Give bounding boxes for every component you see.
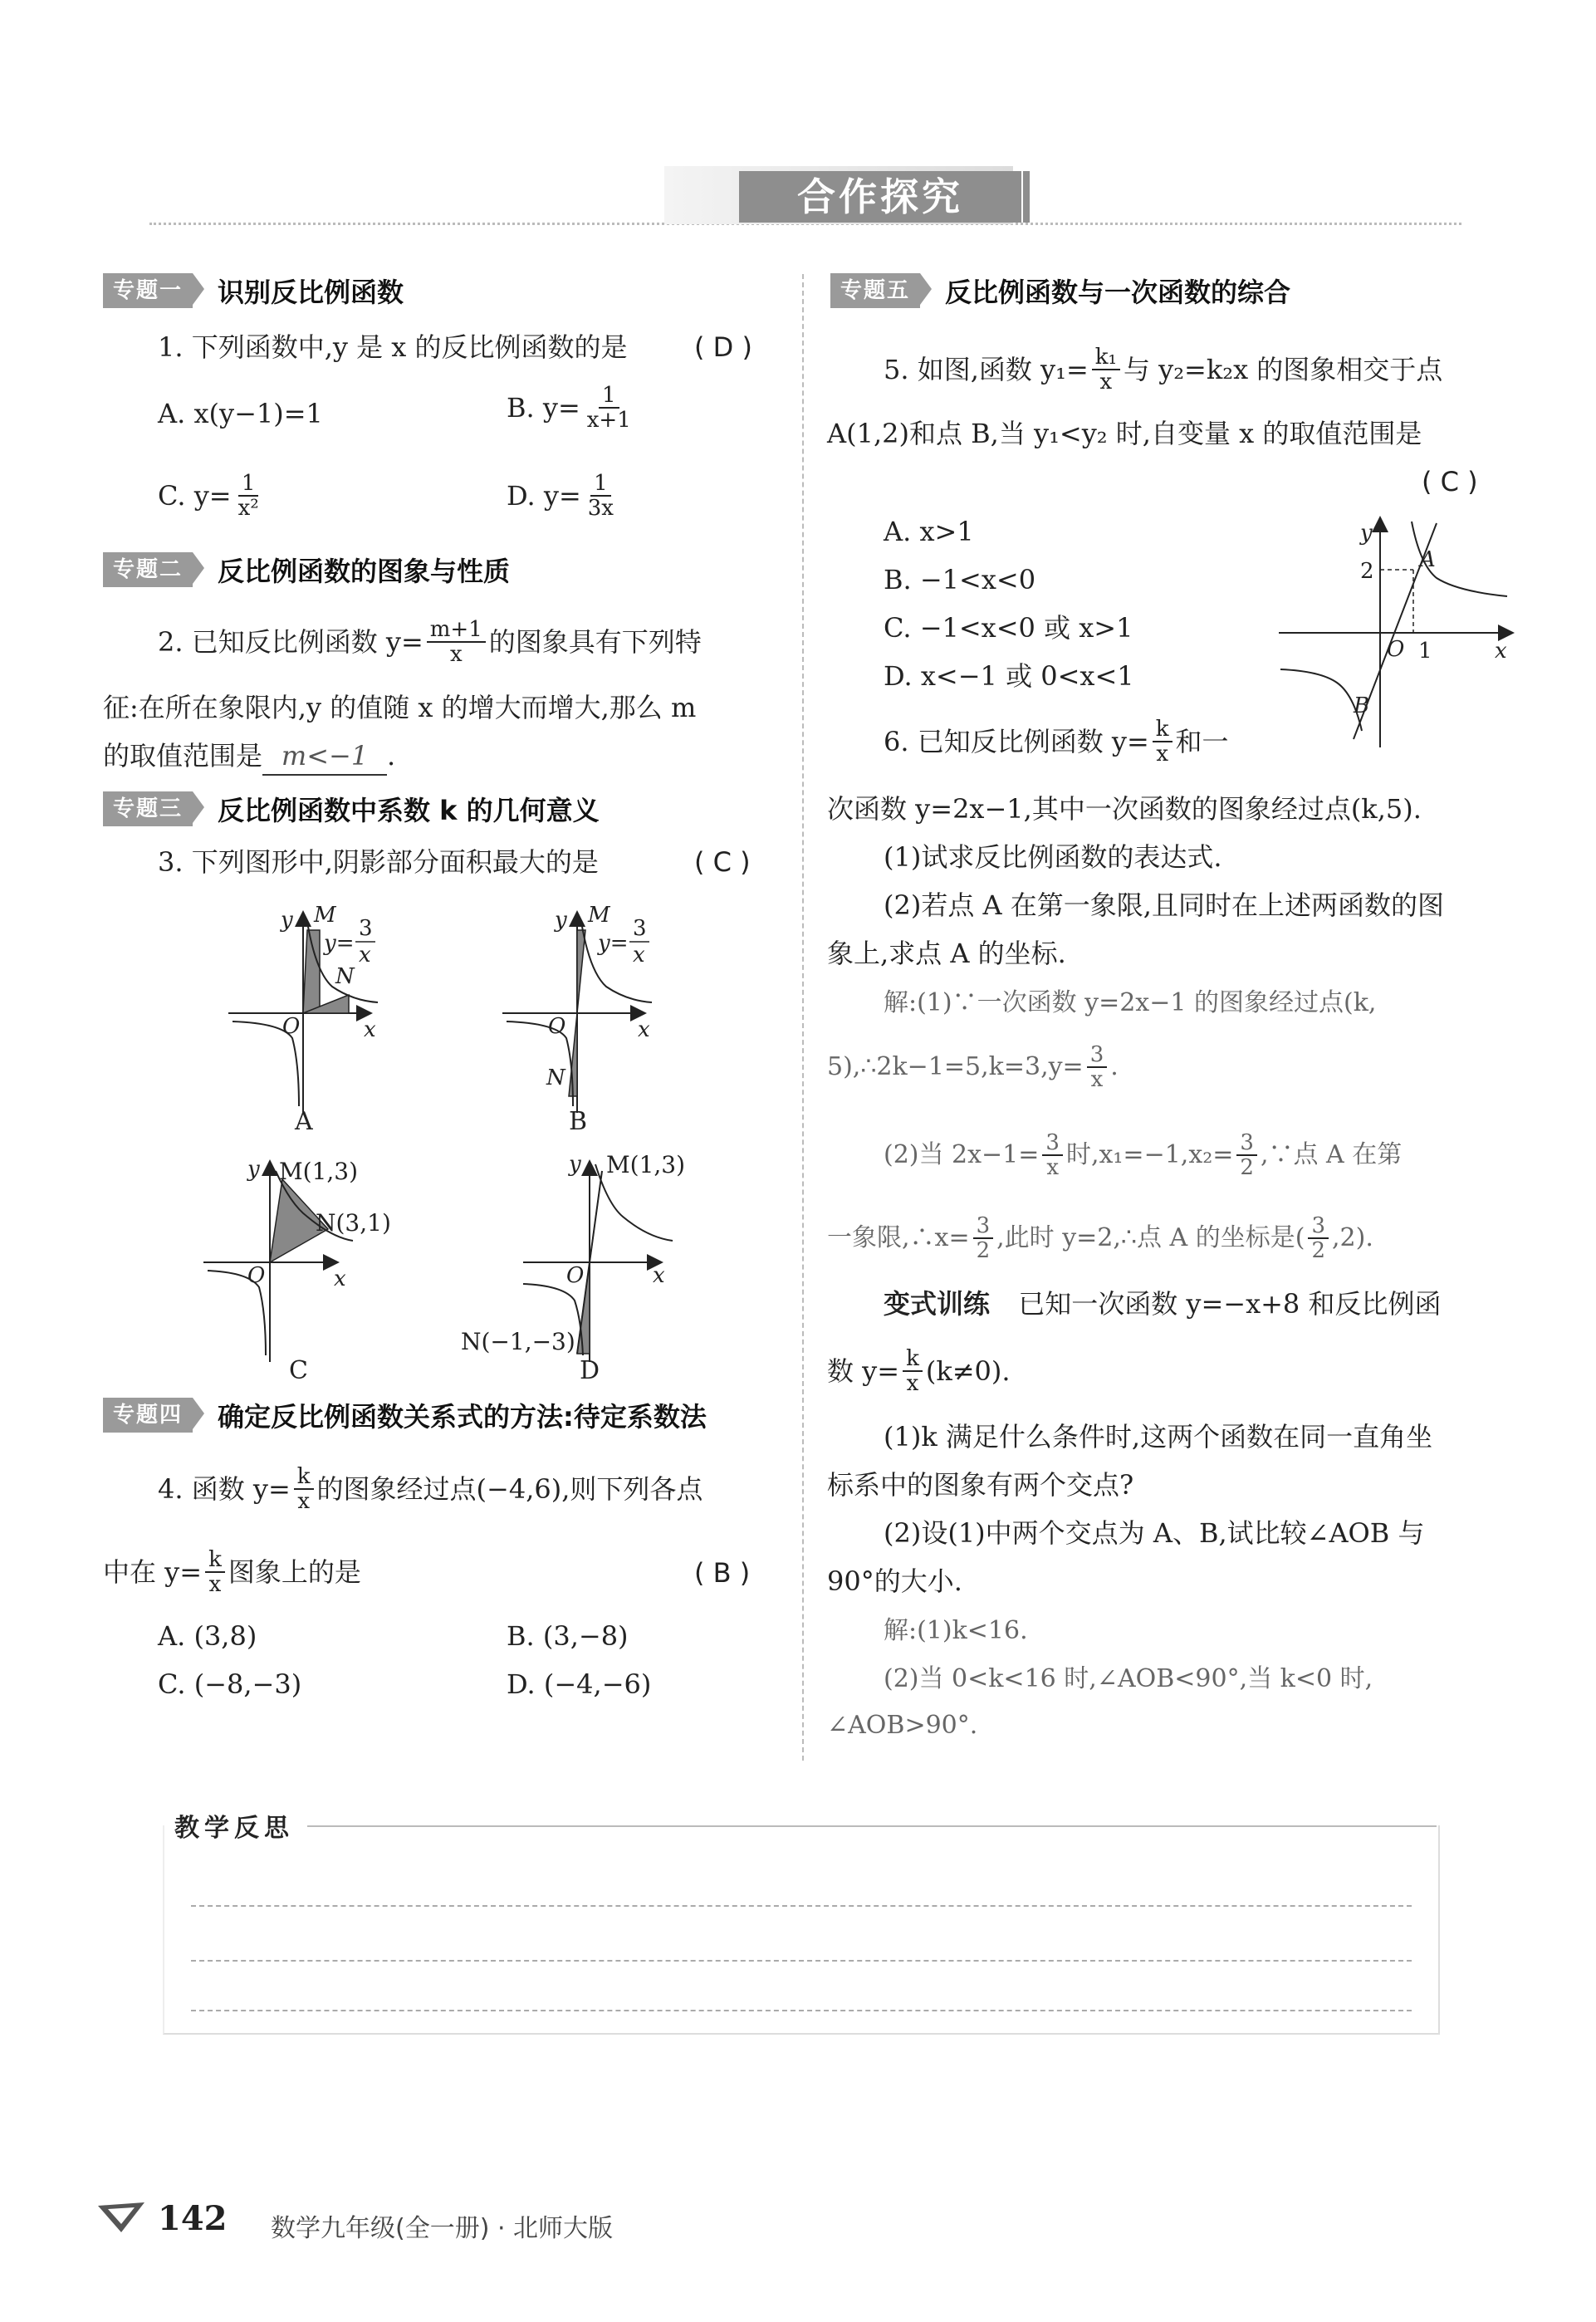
option-b-prefix: B. y= bbox=[507, 392, 580, 424]
q4-option-c: C. (−8,−3) bbox=[158, 1668, 302, 1700]
q2-line3-suffix: . bbox=[387, 740, 396, 772]
fig-d-y: y bbox=[569, 1152, 581, 1177]
q3-stem: 3. 下列图形中,阴影部分面积最大的是 bbox=[158, 846, 599, 878]
graph-x: x bbox=[1495, 639, 1507, 664]
fig-c-n: N(3,1) bbox=[316, 1209, 391, 1237]
denominator: 3x bbox=[587, 496, 614, 521]
numerator: 3 bbox=[1308, 1214, 1329, 1239]
fig-c-o: O bbox=[247, 1263, 266, 1288]
fig-a-x-den: x bbox=[359, 943, 371, 968]
q6-solution-2a-text: (2)当 2x−1= bbox=[884, 1140, 1040, 1169]
fig-a-o: O bbox=[282, 1014, 301, 1039]
numerator: k₁ bbox=[1092, 345, 1120, 370]
q5-prefix: 5. 如图,函数 y₁= bbox=[884, 354, 1089, 385]
q4-line1 bbox=[158, 1465, 703, 1513]
q1-option-b bbox=[507, 384, 638, 432]
q4-line2-suffix: 图象上的是 bbox=[228, 1556, 361, 1588]
fig-b-m: M bbox=[588, 903, 610, 928]
q5-option-c: C. −1<x<0 或 x>1 bbox=[884, 612, 1133, 644]
q5-option-d: D. x<−1 或 0<x<1 bbox=[884, 660, 1134, 692]
option-c-prefix: C. y= bbox=[158, 480, 232, 512]
fraction bbox=[903, 1347, 923, 1395]
numerator: 3 bbox=[1042, 1131, 1063, 1156]
footer-logo bbox=[96, 2201, 146, 2234]
fraction bbox=[1087, 1043, 1108, 1091]
q1-option-d bbox=[507, 472, 620, 520]
q4-line2 bbox=[103, 1548, 361, 1596]
topic-title: 识别反比例函数 bbox=[218, 277, 404, 308]
q2-answer-blank: m<−1 bbox=[262, 737, 387, 776]
q4-suffix: 的图象经过点(−4,6),则下列各点 bbox=[316, 1473, 703, 1505]
q6-prefix: 6. 已知反比例函数 y= bbox=[884, 726, 1149, 757]
q6-solution-2b-post: ,2). bbox=[1332, 1223, 1373, 1252]
fig-a-label: A bbox=[295, 1107, 313, 1136]
q6-suffix: 和一 bbox=[1175, 726, 1229, 757]
fig-d-o: O bbox=[566, 1263, 585, 1288]
graph-one: 1 bbox=[1418, 639, 1432, 664]
fig-a-yeq: y= bbox=[324, 931, 355, 956]
denominator: x bbox=[449, 642, 463, 667]
denominator: x bbox=[208, 1572, 222, 1597]
reflection-line bbox=[191, 1905, 1412, 1907]
q4-answer: ( B ) bbox=[694, 1557, 751, 1589]
fig-b-three: 3 bbox=[633, 916, 647, 941]
variant-solution-2a: (2)当 0<k<16 时,∠AOB<90°,当 k<0 时, bbox=[884, 1664, 1373, 1693]
fig-c-x: x bbox=[334, 1266, 346, 1291]
topic-5-heading bbox=[830, 272, 1290, 309]
reflection-line bbox=[191, 2010, 1412, 2011]
topic-2-heading bbox=[103, 551, 510, 588]
reflection-title: 教学反思 bbox=[174, 1814, 294, 1843]
fraction bbox=[235, 472, 262, 520]
q5-option-a: A. x>1 bbox=[884, 516, 974, 547]
denominator: x bbox=[297, 1489, 310, 1514]
topic-title: 反比例函数与一次函数的综合 bbox=[945, 277, 1291, 308]
q6-part2a: (2)若点 A 在第一象限,且同时在上述两函数的图 bbox=[884, 889, 1444, 921]
q5-suffix: 与 y₂=k₂x 的图象相交于点 bbox=[1123, 354, 1443, 385]
fig-a-m: M bbox=[314, 903, 336, 928]
q6-solution-2b bbox=[827, 1214, 1373, 1262]
topic-1-heading bbox=[103, 272, 404, 309]
variant-line2-suffix: (k≠0). bbox=[925, 1355, 1011, 1387]
numerator: 1 bbox=[238, 472, 259, 497]
fig-d-m: M(1,3) bbox=[606, 1151, 686, 1178]
numerator: 3 bbox=[1236, 1131, 1257, 1156]
fig-c-y: y bbox=[247, 1157, 260, 1182]
denominator: x bbox=[1090, 1067, 1104, 1092]
fig-b-o: O bbox=[548, 1014, 566, 1039]
q1-option-a: A. x(y−1)=1 bbox=[158, 398, 323, 429]
topic-tag: 专题二 bbox=[103, 552, 193, 587]
q4-prefix: 4. 函数 y= bbox=[158, 1473, 291, 1505]
numerator: k bbox=[205, 1548, 225, 1573]
q1-stem: 1. 下列函数中,y 是 x 的反比例函数的是 bbox=[158, 331, 628, 363]
fraction bbox=[585, 472, 617, 520]
figure-d bbox=[461, 1151, 685, 1385]
variant-line2-prefix: 数 y= bbox=[827, 1355, 900, 1387]
fraction bbox=[294, 1465, 314, 1513]
variant-line2 bbox=[827, 1347, 1011, 1395]
fig-c-label: C bbox=[289, 1356, 308, 1385]
q6-solution-1b-text: 5),∴2k−1=5,k=3,y= bbox=[827, 1052, 1084, 1081]
variant-text: 已知一次函数 y=−x+8 和反比例函 bbox=[1018, 1288, 1442, 1320]
q6-solution-2b-text: 一象限,∴x= bbox=[827, 1223, 970, 1252]
q4-option-b: B. (3,−8) bbox=[507, 1620, 629, 1652]
variant-part1b: 标系中的图象有两个交点? bbox=[827, 1469, 1134, 1501]
q2-prefix: 2. 已知反比例函数 y= bbox=[158, 626, 423, 658]
numerator: 1 bbox=[590, 472, 611, 497]
fig-b-x: x bbox=[638, 1017, 650, 1042]
denominator: 2 bbox=[976, 1238, 991, 1263]
option-d-prefix: D. y= bbox=[507, 480, 581, 512]
numerator: k bbox=[294, 1465, 314, 1490]
q5-line1 bbox=[884, 345, 1442, 394]
q6-solution-2a-post: ,∵点 A 在第 bbox=[1260, 1140, 1403, 1169]
q1-option-c bbox=[158, 472, 266, 520]
fraction bbox=[1042, 1131, 1063, 1179]
q4-option-d: D. (−4,−6) bbox=[507, 1668, 652, 1700]
fig-a-three: 3 bbox=[359, 916, 373, 941]
q5-answer: ( C ) bbox=[1422, 466, 1478, 497]
reflection-line bbox=[191, 1960, 1412, 1962]
q6-part2b: 象上,求点 A 的坐标. bbox=[827, 938, 1066, 969]
graph-a: A bbox=[1420, 547, 1436, 572]
topic-tag: 专题三 bbox=[103, 791, 193, 826]
q6-solution-2b-mid: ,此时 y=2,∴点 A 的坐标是( bbox=[996, 1223, 1305, 1252]
q2-suffix: 的图象具有下列特 bbox=[488, 626, 702, 658]
q5-line2: A(1,2)和点 B,当 y₁<y₂ 时,自变量 x 的取值范围是 bbox=[827, 418, 1422, 449]
q6-solution-2a-mid: 时,x₁=−1,x₂= bbox=[1065, 1140, 1234, 1169]
denominator: 2 bbox=[1311, 1238, 1325, 1263]
topic-title: 反比例函数中系数 k 的几何意义 bbox=[218, 795, 600, 826]
q4-line2-prefix: 中在 y= bbox=[103, 1556, 203, 1588]
variant-part2b: 90°的大小. bbox=[827, 1565, 962, 1597]
fraction bbox=[1236, 1131, 1257, 1179]
q6-part1: (1)试求反比例函数的表达式. bbox=[884, 841, 1222, 873]
topic-3-heading bbox=[103, 791, 600, 827]
q2-line2: 征:在所在象限内,y 的值随 x 的增大而增大,那么 m bbox=[103, 692, 697, 723]
header-bar bbox=[1023, 171, 1030, 223]
topic-tag: 专题五 bbox=[830, 273, 920, 308]
page-number: 142 bbox=[158, 2199, 228, 2238]
denominator: x bbox=[1156, 742, 1168, 767]
fig-a-y: y bbox=[281, 908, 293, 933]
numerator: m+1 bbox=[427, 618, 486, 643]
variant-part1a: (1)k 满足什么条件时,这两个函数在同一直角坐 bbox=[884, 1421, 1433, 1452]
denominator: x+1 bbox=[586, 408, 631, 433]
topic-title: 确定反比例函数关系式的方法:待定系数法 bbox=[218, 1401, 707, 1433]
section-title: 合作探究 bbox=[739, 171, 1021, 223]
topic-title: 反比例函数的图象与性质 bbox=[218, 556, 511, 587]
topic-4-heading bbox=[103, 1397, 707, 1433]
q4-option-a: A. (3,8) bbox=[158, 1620, 257, 1652]
variant-solution-2b: ∠AOB>90°. bbox=[827, 1711, 978, 1740]
fraction bbox=[1153, 718, 1173, 766]
q5-option-b: B. −1<x<0 bbox=[884, 564, 1036, 595]
fig-b-label: B bbox=[569, 1107, 588, 1136]
q2-line1 bbox=[158, 618, 702, 666]
denominator: x bbox=[1046, 1155, 1060, 1180]
q5-graph bbox=[1270, 507, 1520, 747]
fig-d-x: x bbox=[653, 1263, 665, 1288]
q6-solution-1b: 5),∴2k−1=5,k=3,y= $\frac{3}{x}$ . bbox=[827, 1042, 1119, 1092]
numerator: k bbox=[1153, 718, 1173, 742]
q6-solution-1a: 解:(1)∵一次函数 y=2x−1 的图象经过点(k, bbox=[884, 988, 1377, 1017]
numerator: 3 bbox=[973, 1214, 994, 1239]
book-title: 数学九年级(全一册) · 北师大版 bbox=[271, 2214, 614, 2243]
variant-line1 bbox=[884, 1286, 1441, 1322]
q2-line3 bbox=[103, 737, 395, 776]
fig-c-m: M(1,3) bbox=[279, 1158, 359, 1185]
graph-o: O bbox=[1387, 637, 1405, 662]
numerator: k bbox=[903, 1347, 923, 1372]
graph-two: 2 bbox=[1360, 559, 1374, 584]
variant-label: 变式训练 bbox=[884, 1288, 991, 1320]
denominator: 2 bbox=[1240, 1155, 1254, 1180]
fig-b-y: y bbox=[555, 908, 567, 933]
numerator: 1 bbox=[599, 384, 619, 409]
denominator: x² bbox=[237, 496, 259, 521]
reflection-box bbox=[163, 1825, 1440, 2035]
q6-line1 bbox=[884, 718, 1229, 766]
fig-a-n: N bbox=[335, 964, 355, 989]
denominator: x bbox=[906, 1371, 919, 1396]
q3-answer: ( C ) bbox=[694, 846, 751, 878]
fig-d-label: D bbox=[580, 1356, 600, 1385]
variant-solution-1: 解:(1)k<16. bbox=[884, 1616, 1028, 1645]
figure-a bbox=[228, 903, 378, 1136]
fig-d-n: N(−1,−3) bbox=[461, 1328, 575, 1355]
fig-b-yeq: y= bbox=[598, 931, 629, 956]
variant-part2a: (2)设(1)中两个交点为 A、B,试比较∠AOB 与 bbox=[884, 1517, 1425, 1549]
q6-solution-2a bbox=[884, 1131, 1402, 1179]
topic-tag: 专题四 bbox=[103, 1398, 193, 1433]
fraction bbox=[584, 384, 634, 432]
fraction bbox=[1308, 1214, 1329, 1262]
fig-b-n: N bbox=[546, 1065, 565, 1090]
fraction bbox=[205, 1548, 225, 1596]
figure-b bbox=[502, 903, 652, 1136]
topic-tag: 专题一 bbox=[103, 273, 193, 308]
numerator: 3 bbox=[1087, 1043, 1108, 1068]
q3-figures bbox=[183, 889, 764, 1387]
figure-c bbox=[203, 1157, 391, 1385]
q2-line3-prefix: 的取值范围是 bbox=[103, 740, 263, 772]
denominator: x bbox=[1099, 370, 1113, 394]
graph-b: B bbox=[1354, 693, 1370, 718]
fig-a-x: x bbox=[364, 1017, 376, 1042]
q1-answer: ( D ) bbox=[694, 331, 752, 363]
q6-line2: 次函数 y=2x−1,其中一次函数的图象经过点(k,5). bbox=[827, 793, 1422, 825]
column-divider bbox=[802, 274, 804, 1761]
hyperbola-q3 bbox=[1280, 669, 1362, 731]
fig-b-x-den: x bbox=[633, 943, 645, 968]
fraction bbox=[1092, 345, 1120, 394]
graph-y: y bbox=[1360, 521, 1373, 546]
fraction bbox=[973, 1214, 994, 1262]
fraction bbox=[427, 618, 486, 666]
